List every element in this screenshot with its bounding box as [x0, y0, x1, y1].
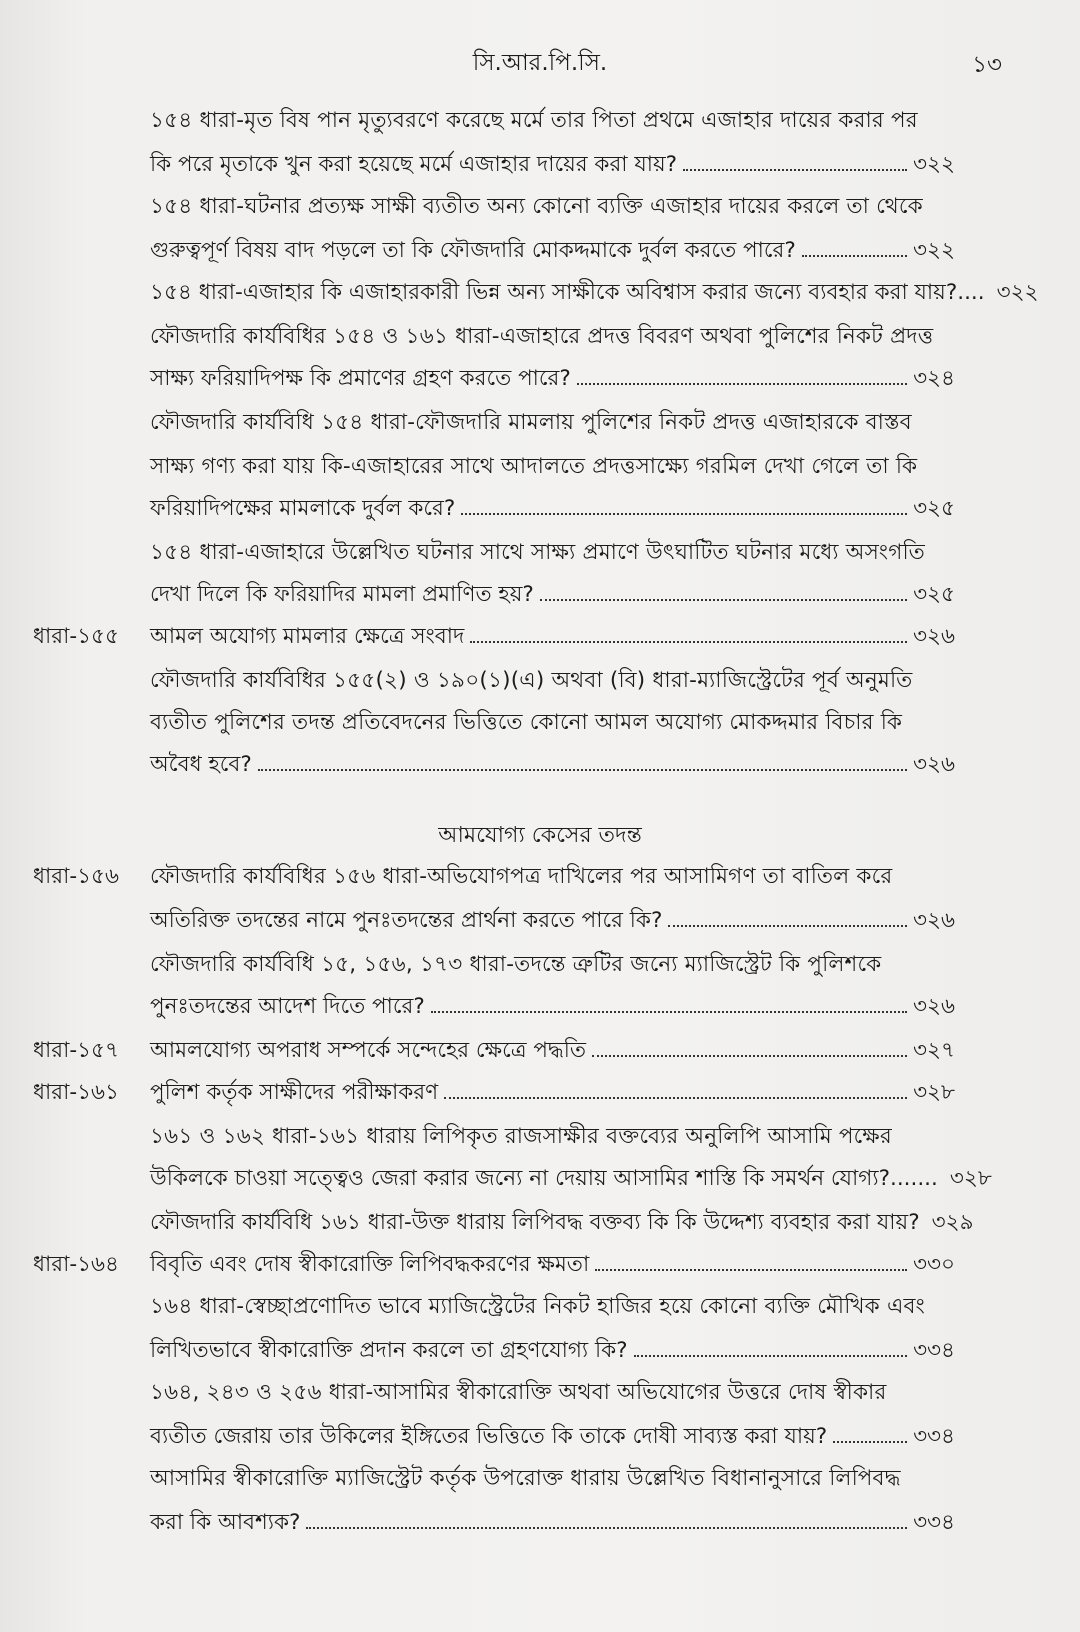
toc-entry-line: [150, 1162, 992, 1198]
entry-text: ব্যতীত জেরায় তার উকিলের ইঙ্গিতের ভিত্তিতে কি তাকে দোষী সাব্যস্ত করা যায়?: [150, 1424, 828, 1449]
dot-leader: [470, 641, 907, 643]
entry-text: ফৌজদারি কার্যবিধি ১৫, ১৫৬, ১৭৩ ধারা-তদন্তে ত্রুটির জন্যে ম্যাজিস্ট্রেট কি পুলিশকে: [150, 952, 882, 977]
entry-text: ১৫৪ ধারা-মৃত বিষ পান মৃত্যুবরণে করেছে মর্মে তার পিতা প্রথমে এজাহার দায়ের করার পর: [150, 108, 918, 133]
entry-text: ফৌজদারি কার্যবিধি ১৫৪ ধারা-ফৌজদারি মামলায় পুলিশের নিকট প্রদত্ত এজাহারকে বাস্তব: [150, 410, 912, 435]
entry-page-number: ৩৩৪: [913, 1510, 955, 1535]
entry-page-number: ৩৩০: [913, 1252, 955, 1277]
dot-leader: [833, 1441, 907, 1443]
toc-entry-line: [150, 1334, 955, 1370]
entry-text: পুনঃতদন্তের আদেশ দিতে পারে?: [150, 994, 425, 1019]
page-number: ১৩: [972, 52, 1002, 78]
toc-entry-line: [150, 904, 955, 940]
entry-text: ১৫৪ ধারা-ঘটনার প্রত্যক্ষ সাক্ষী ব্যতীত অন্য কোনো ব্যক্তি এজাহার দায়ের করলে তা থেকে: [150, 194, 923, 219]
toc-entry-line: [150, 620, 955, 656]
toc-entry-line: [150, 362, 955, 398]
toc-entry-line: [150, 1206, 974, 1242]
dot-leader: [306, 1527, 907, 1529]
entry-text: আমলযোগ্য অপরাধ সম্পর্কে সন্দেহের ক্ষেত্রে পদ্ধতি: [150, 1038, 586, 1063]
section-label: ধারা-১৫৫: [33, 624, 119, 649]
entry-text: ১৫৪ ধারা-এজাহার কি এজাহারকারী ভিন্ন অন্য সাক্ষীকে অবিশ্বাস করার জন্যে ব্যবহার করা যায়?....: [150, 280, 985, 305]
entry-page-number: ৩২২: [996, 280, 1039, 305]
toc-entry-line: [150, 748, 955, 784]
running-title: সি.আর.পি.সি.: [472, 50, 608, 76]
dot-leader: [668, 925, 907, 927]
entry-text: সাক্ষ্য গণ্য করা যায় কি-এজাহারের সাথে আদালতে প্রদত্তসাক্ষ্যে গরমিল দেখা গেলে তা কি: [150, 454, 918, 479]
toc-entry-line: [150, 492, 955, 528]
entry-text: কি পরে মৃতাকে খুন করা হয়েছে মর্মে এজাহার দায়ের করা যায়?: [150, 152, 678, 177]
entry-text: ব্যতীত পুলিশের তদন্ত প্রতিবেদনের ভিত্তিতে কোনো আমল অযোগ্য মোকদ্দমার বিচার কি: [150, 710, 903, 735]
entry-text: অতিরিক্ত তদন্তের নামে পুনঃতদন্তের প্রার্থনা করতে পারে কি?: [150, 908, 663, 933]
entry-text: উকিলকে চাওয়া সত্ত্বেও জেরা করার জন্যে না দেয়ায় আসামির শাস্তি কি সমর্থন যোগ্য?.......: [150, 1166, 938, 1191]
entry-text: গুরুত্বপূর্ণ বিষয় বাদ পড়লে তা কি ফৌজদারি মোকদ্দমাকে দুর্বল করতে পারে?: [150, 238, 796, 263]
entry-text: ১৬৪, ২৪৩ ও ২৫৬ ধারা-আসামির স্বীকারোক্তি অথবা অভিযোগের উত্তরে দোষ স্বীকার: [150, 1380, 887, 1405]
dot-leader: [258, 769, 907, 771]
toc-entry-line: [150, 276, 1039, 312]
dot-leader: [802, 255, 907, 257]
dot-leader: [461, 513, 907, 515]
dot-leader: [444, 1097, 907, 1099]
entry-page-number: ৩২৯: [931, 1210, 974, 1235]
toc-entry-line: [150, 1248, 955, 1284]
entry-text: লিখিতভাবে স্বীকারোক্তি প্রদান করলে তা গ্রহণযোগ্য কি?: [150, 1338, 628, 1363]
entry-page-number: ৩২৬: [913, 908, 955, 933]
toc-entry-line: [150, 148, 955, 184]
entry-page-number: ৩২২: [913, 152, 955, 177]
entry-text: আমল অযোগ্য মামলার ক্ষেত্রে সংবাদ: [150, 624, 465, 649]
entry-page-number: ৩২৬: [913, 752, 955, 777]
toc-entry-line: [150, 234, 955, 270]
toc-entry-line: [150, 1034, 955, 1070]
entry-text: আসামির স্বীকারোক্তি ম্যাজিস্ট্রেট কর্তৃক উপরোক্ত ধারায় উল্লেখিত বিধানানুসারে লিপিবদ্ধ: [150, 1466, 901, 1491]
entry-text: ফৌজদারি কার্যবিধির ১৫৪ ও ১৬১ ধারা-এজাহারে প্রদত্ত বিবরণ অথবা পুলিশের নিকট প্রদত্ত: [150, 324, 934, 349]
entry-page-number: ৩২৮: [913, 1080, 955, 1105]
entry-text: সাক্ষ্য ফরিয়াদিপক্ষ কি প্রমাণের গ্রহণ করতে পারে?: [150, 366, 571, 391]
entry-text: অবৈধ হবে?: [150, 752, 252, 777]
dot-leader: [634, 1355, 907, 1357]
dot-leader: [595, 1269, 907, 1271]
toc-entry-line: [150, 1420, 955, 1456]
entry-text: দেখা দিলে কি ফরিয়াদির মামলা প্রমাণিত হয়?: [150, 582, 534, 607]
entry-text: ১৬১ ও ১৬২ ধারা-১৬১ ধারায় লিপিকৃত রাজসাক্ষীর বক্তব্যের অনুলিপি আসামি পক্ষের: [150, 1124, 892, 1149]
dot-leader: [431, 1011, 907, 1013]
dot-leader: [540, 599, 907, 601]
entry-page-number: ৩২৫: [913, 496, 955, 521]
section-label: ধারা-১৬১: [33, 1080, 119, 1105]
entry-text: বিবৃতি এবং দোষ স্বীকারোক্তি লিপিবদ্ধকরণের ক্ষমতা: [150, 1252, 590, 1277]
entry-page-number: ৩২২: [913, 238, 955, 263]
entry-text: ফৌজদারি কার্যবিধির ১৫৫(২) ও ১৯০(১)(এ) অথবা (বি) ধারা-ম্যাজিস্ট্রেটের পূর্ব অনুমতি: [150, 668, 913, 693]
entry-page-number: ৩২৬: [913, 624, 955, 649]
toc-entry-line: [150, 990, 955, 1026]
entry-page-number: ৩২৬: [913, 994, 955, 1019]
entry-page-number: ৩২৪: [913, 366, 955, 391]
entry-text: ১৬৪ ধারা-স্বেচ্ছাপ্রণোদিত ভাবে ম্যাজিস্ট্রেটের নিকট হাজির হয়ে কোনো ব্যক্তি মৌখিক এবং: [150, 1294, 925, 1319]
entry-text: পুলিশ কর্তৃক সাক্ষীদের পরীক্ষাকরণ: [150, 1080, 439, 1105]
section-label: ধারা-১৬৪: [33, 1252, 119, 1277]
entry-page-number: ৩২৭: [913, 1038, 955, 1063]
toc-entry-line: [150, 1076, 955, 1112]
entry-page-number: ৩৩৪: [913, 1338, 955, 1363]
section-label: ধারা-১৫৭: [33, 1038, 119, 1063]
entry-page-number: ৩২৮: [949, 1166, 992, 1191]
entry-text: ফৌজদারি কার্যবিধি ১৬১ ধারা-উক্ত ধারায় লিপিবদ্ধ বক্তব্য কি কি উদ্দেশ্য ব্যবহার করা যায়?: [150, 1210, 920, 1235]
entry-text: ফৌজদারি কার্যবিধির ১৫৬ ধারা-অভিযোগপত্র দাখিলের পর আসামিগণ তা বাতিল করে: [150, 864, 893, 889]
dot-leader: [577, 383, 907, 385]
dot-leader: [683, 169, 907, 171]
entry-page-number: ৩৩৪: [913, 1424, 955, 1449]
section-label: ধারা-১৫৬: [33, 864, 119, 889]
toc-entry-line: [150, 1506, 955, 1542]
entry-text: ১৫৪ ধারা-এজাহারে উল্লেখিত ঘটনার সাথে সাক্ষ্য প্রমাণে উৎঘাটিত ঘটনার মধ্যে অসংগতি: [150, 540, 925, 565]
entry-text: করা কি আবশ্যক?: [150, 1510, 301, 1535]
entry-text: ফরিয়াদিপক্ষের মামলাকে দুর্বল করে?: [150, 496, 456, 521]
section-heading: আমযোগ্য কেসের তদন্ত: [438, 823, 642, 848]
toc-entry-line: [150, 578, 955, 614]
dot-leader: [592, 1055, 907, 1057]
running-header: [0, 44, 1080, 84]
entry-page-number: ৩২৫: [913, 582, 955, 607]
